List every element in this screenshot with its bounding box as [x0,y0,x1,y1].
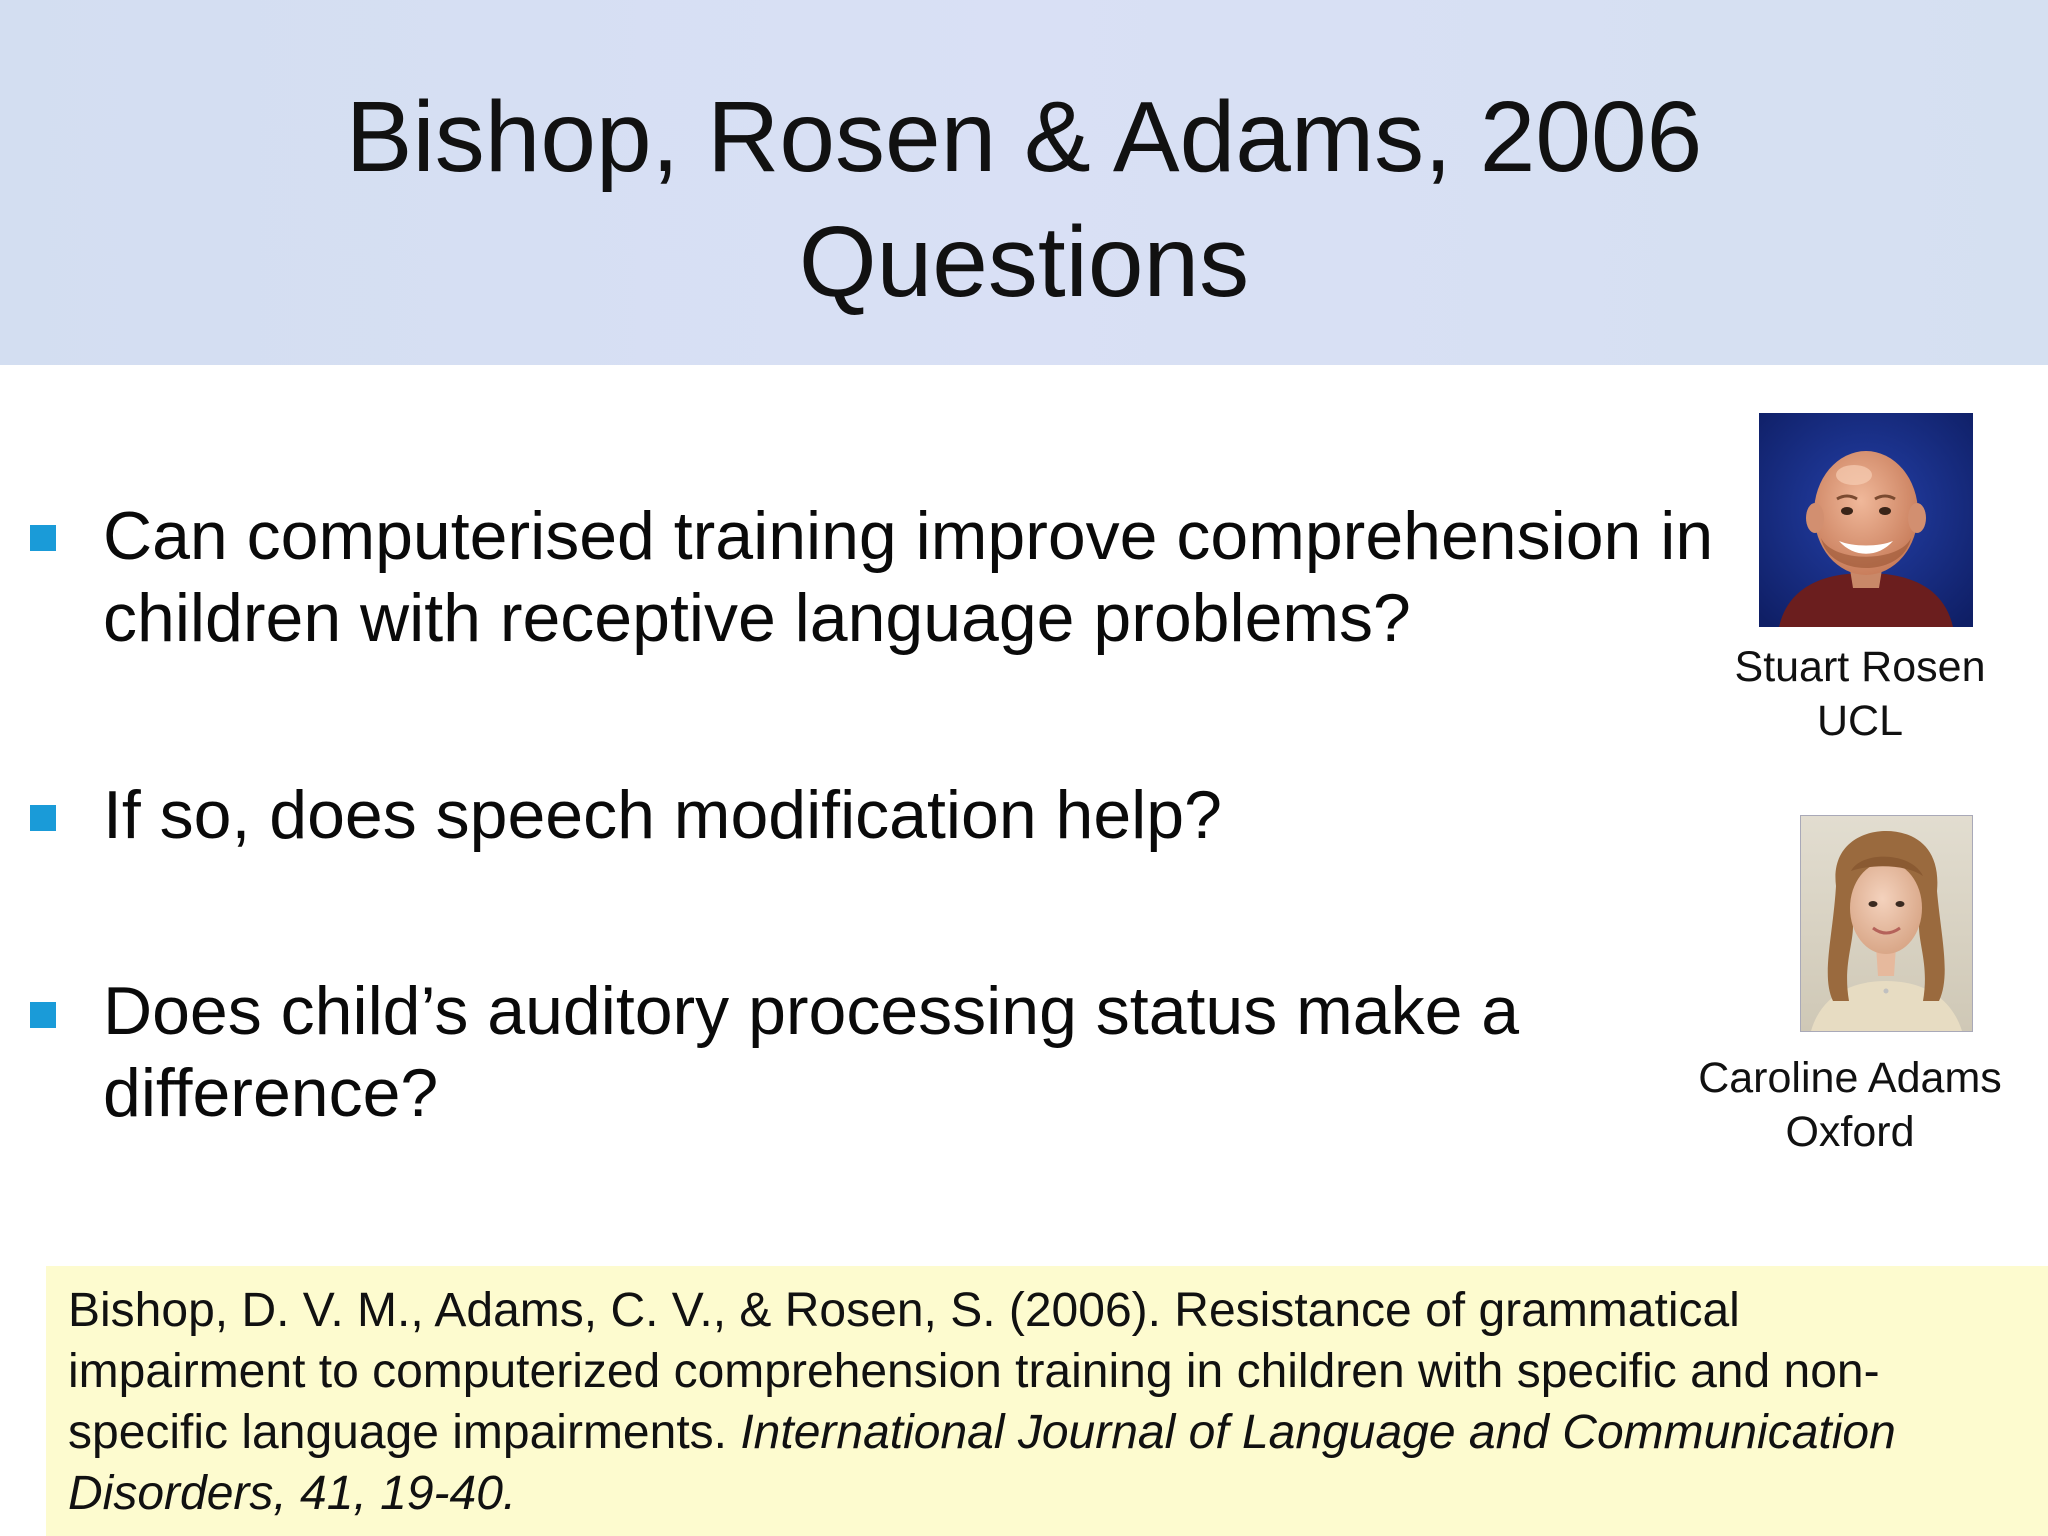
journal-title: International Journal of Language and Communication [740,1406,1896,1459]
bullet-item-3 [103,970,1519,1134]
citation [68,1280,1896,1524]
caroline-adams-photo [1800,815,1973,1032]
bullet-square-icon [30,805,56,831]
person-affiliation: UCL [1816,697,1904,745]
slide-title-line-1: Bishop, Rosen & Adams, 2006 [345,81,1703,193]
bullet-square-icon [30,525,56,551]
person-affiliation: Oxford [1785,1108,1915,1156]
citation-line-4 [68,1463,1896,1524]
citation-line-3 [68,1402,1896,1463]
slide-title [0,75,2048,325]
bullet-item-3-line-2: difference? [103,1055,439,1131]
bullet-item-2-line-1: If so, does speech modification help? [103,777,1222,853]
bullet-item-1-line-1: Can computerised training improve comprehension in [103,498,1714,574]
bullet-item-1-line-2: children with receptive language problems? [103,580,1411,656]
person-name: Caroline Adams [1698,1054,2002,1102]
stuart-rosen-photo [1759,413,1973,627]
bullet-item-2 [103,774,1222,856]
citation-line-1: Bishop, D. V. M., Adams, C. V., & Rosen, S. (2006). Resistance of grammatical [68,1284,1740,1337]
slide-title-line-2: Questions [798,206,1250,318]
portrait-woman-image [1801,816,1972,1031]
person-name: Stuart Rosen [1734,643,1986,691]
bullet-item-1 [103,495,1713,659]
portrait-man-image [1759,413,1973,627]
bullet-item-3-line-1: Does child’s auditory processing status make a [103,973,1520,1049]
bullet-square-icon [30,1002,56,1028]
stuart-rosen-caption [1700,640,2020,748]
caroline-adams-caption [1680,1051,2020,1159]
citation-line-2: impairment to computerized comprehension training in children with specific and non- [68,1345,1880,1398]
journal-volume-pages: Disorders, 41, 19-40. [68,1467,517,1520]
citation-line-3-plain: specific language impairments. [68,1406,741,1459]
